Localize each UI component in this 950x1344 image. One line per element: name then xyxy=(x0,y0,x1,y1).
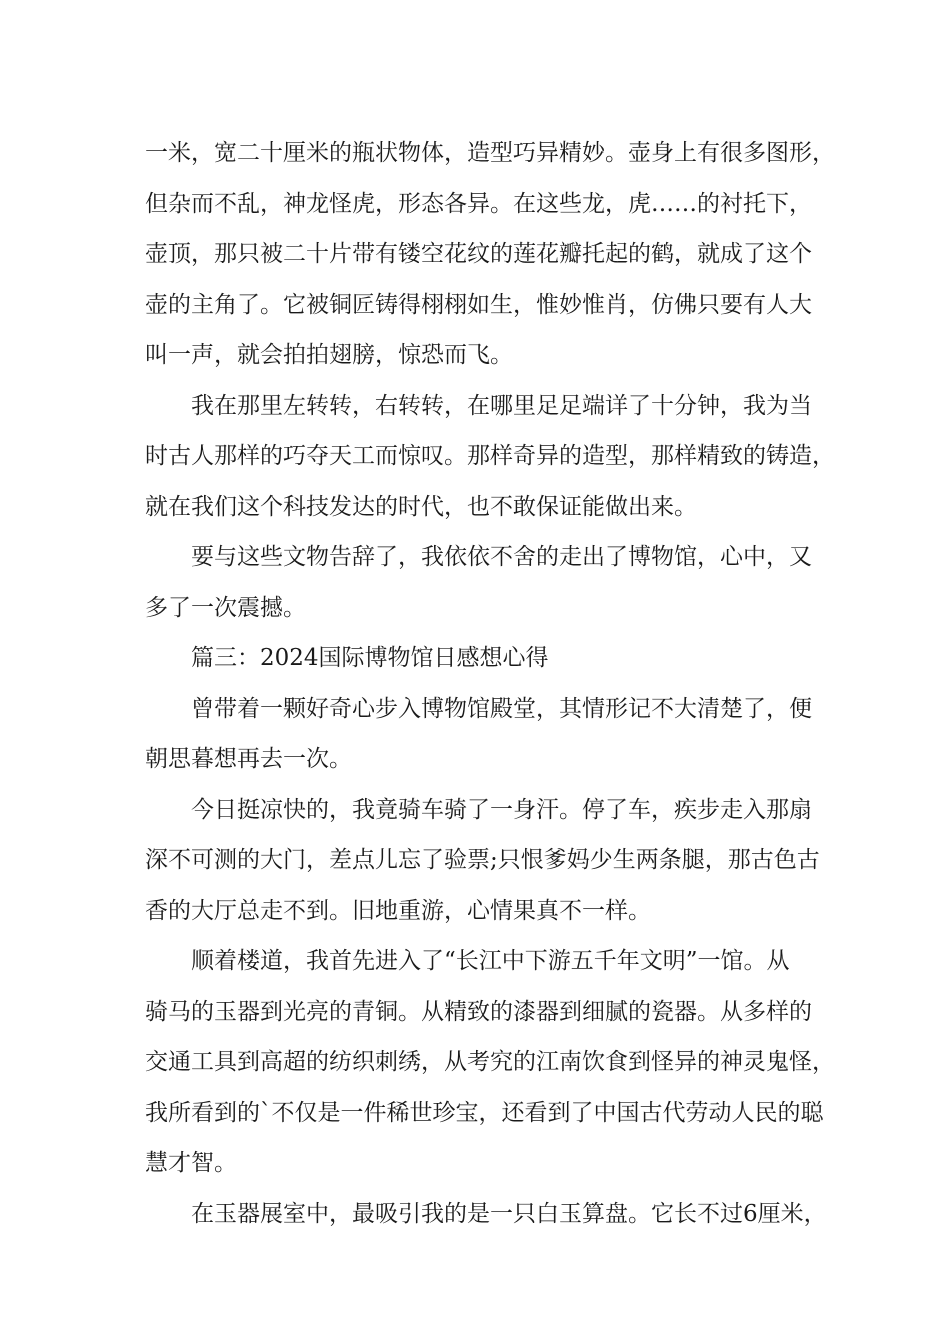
paragraph-vase-description xyxy=(145,128,835,381)
text-line: 曾带着一颗好奇心步入博物馆殿堂，其情形记不大清楚了，便 xyxy=(191,695,812,722)
text-line: 时古人那样的巧夺天工而惊叹。那样奇异的造型，那样精致的铸造， xyxy=(145,443,835,469)
paragraph-revisit xyxy=(145,684,813,785)
text-line: 深不可测的大门，差点儿忘了验票;只恨爹妈少生两条腿，那古色古 xyxy=(145,847,820,873)
paragraph-admiration xyxy=(145,381,835,533)
text-line: 骑马的玉器到光亮的青铜。从精致的漆器到细腻的瓷器。从多样的 xyxy=(145,998,812,1025)
text-line: 多了一次震撼。 xyxy=(145,594,306,621)
text-line: 叫一声，就会拍拍翅膀，惊恐而飞。 xyxy=(145,342,513,368)
text-line: 在玉器展室中，最吸引我的是一只白玉算盘。它长不过6厘米， xyxy=(191,1200,827,1227)
text-line: 就在我们这个科技发达的时代，也不敢保证能做出来。 xyxy=(145,493,697,520)
paragraph-arrival xyxy=(145,785,820,937)
text-line: 交通工具到高超的纺织刺绣，从考究的江南饮食到怪异的神灵鬼怪， xyxy=(145,1049,835,1075)
text-line: 香的大厅总走不到。旧地重游，心情果真不一样。 xyxy=(145,897,651,924)
paragraph-farewell xyxy=(145,532,813,633)
text-line: 慧才智。 xyxy=(145,1150,237,1176)
section-title: 篇三：2024国际博物馆日感想心得 xyxy=(191,645,549,671)
paragraph-exhibition-hall xyxy=(145,936,835,1189)
text-line: 朝思暮想再去一次。 xyxy=(145,746,352,772)
text-line: 顺着楼道，我首先进入了“长江中下游五千年文明”一馆。从 xyxy=(191,948,790,974)
text-line: 我在那里左转转，右转转，在哪里足足端详了十分钟，我为当 xyxy=(191,392,812,419)
text-line: 要与这些文物告辞了，我依依不舍的走出了博物馆，心中，又 xyxy=(191,544,812,570)
text-line: 但杂而不乱，神龙怪虎，形态各异。在这些龙，虎……的衬托下， xyxy=(145,190,812,217)
text-line: 今日挺凉快的，我竟骑车骑了一身汗。停了车，疾步走入那扇 xyxy=(191,796,812,823)
section-heading xyxy=(145,633,813,684)
text-line: 我所看到的`不仅是一件稀世珍宝，还看到了中国古代劳动人民的聪 xyxy=(145,1099,824,1126)
text-line: 壶顶，那只被二十片带有镂空花纹的莲花瓣托起的鹤，就成了这个 xyxy=(145,241,812,267)
document-body xyxy=(145,128,835,1239)
text-line: 壶的主角了。它被铜匠铸得栩栩如生，惟妙惟肖，仿佛只要有人大 xyxy=(145,291,812,318)
paragraph-jade-abacus xyxy=(145,1189,827,1240)
text-line: 一米，宽二十厘米的瓶状物体，造型巧异精妙。壶身上有很多图形， xyxy=(145,140,835,166)
